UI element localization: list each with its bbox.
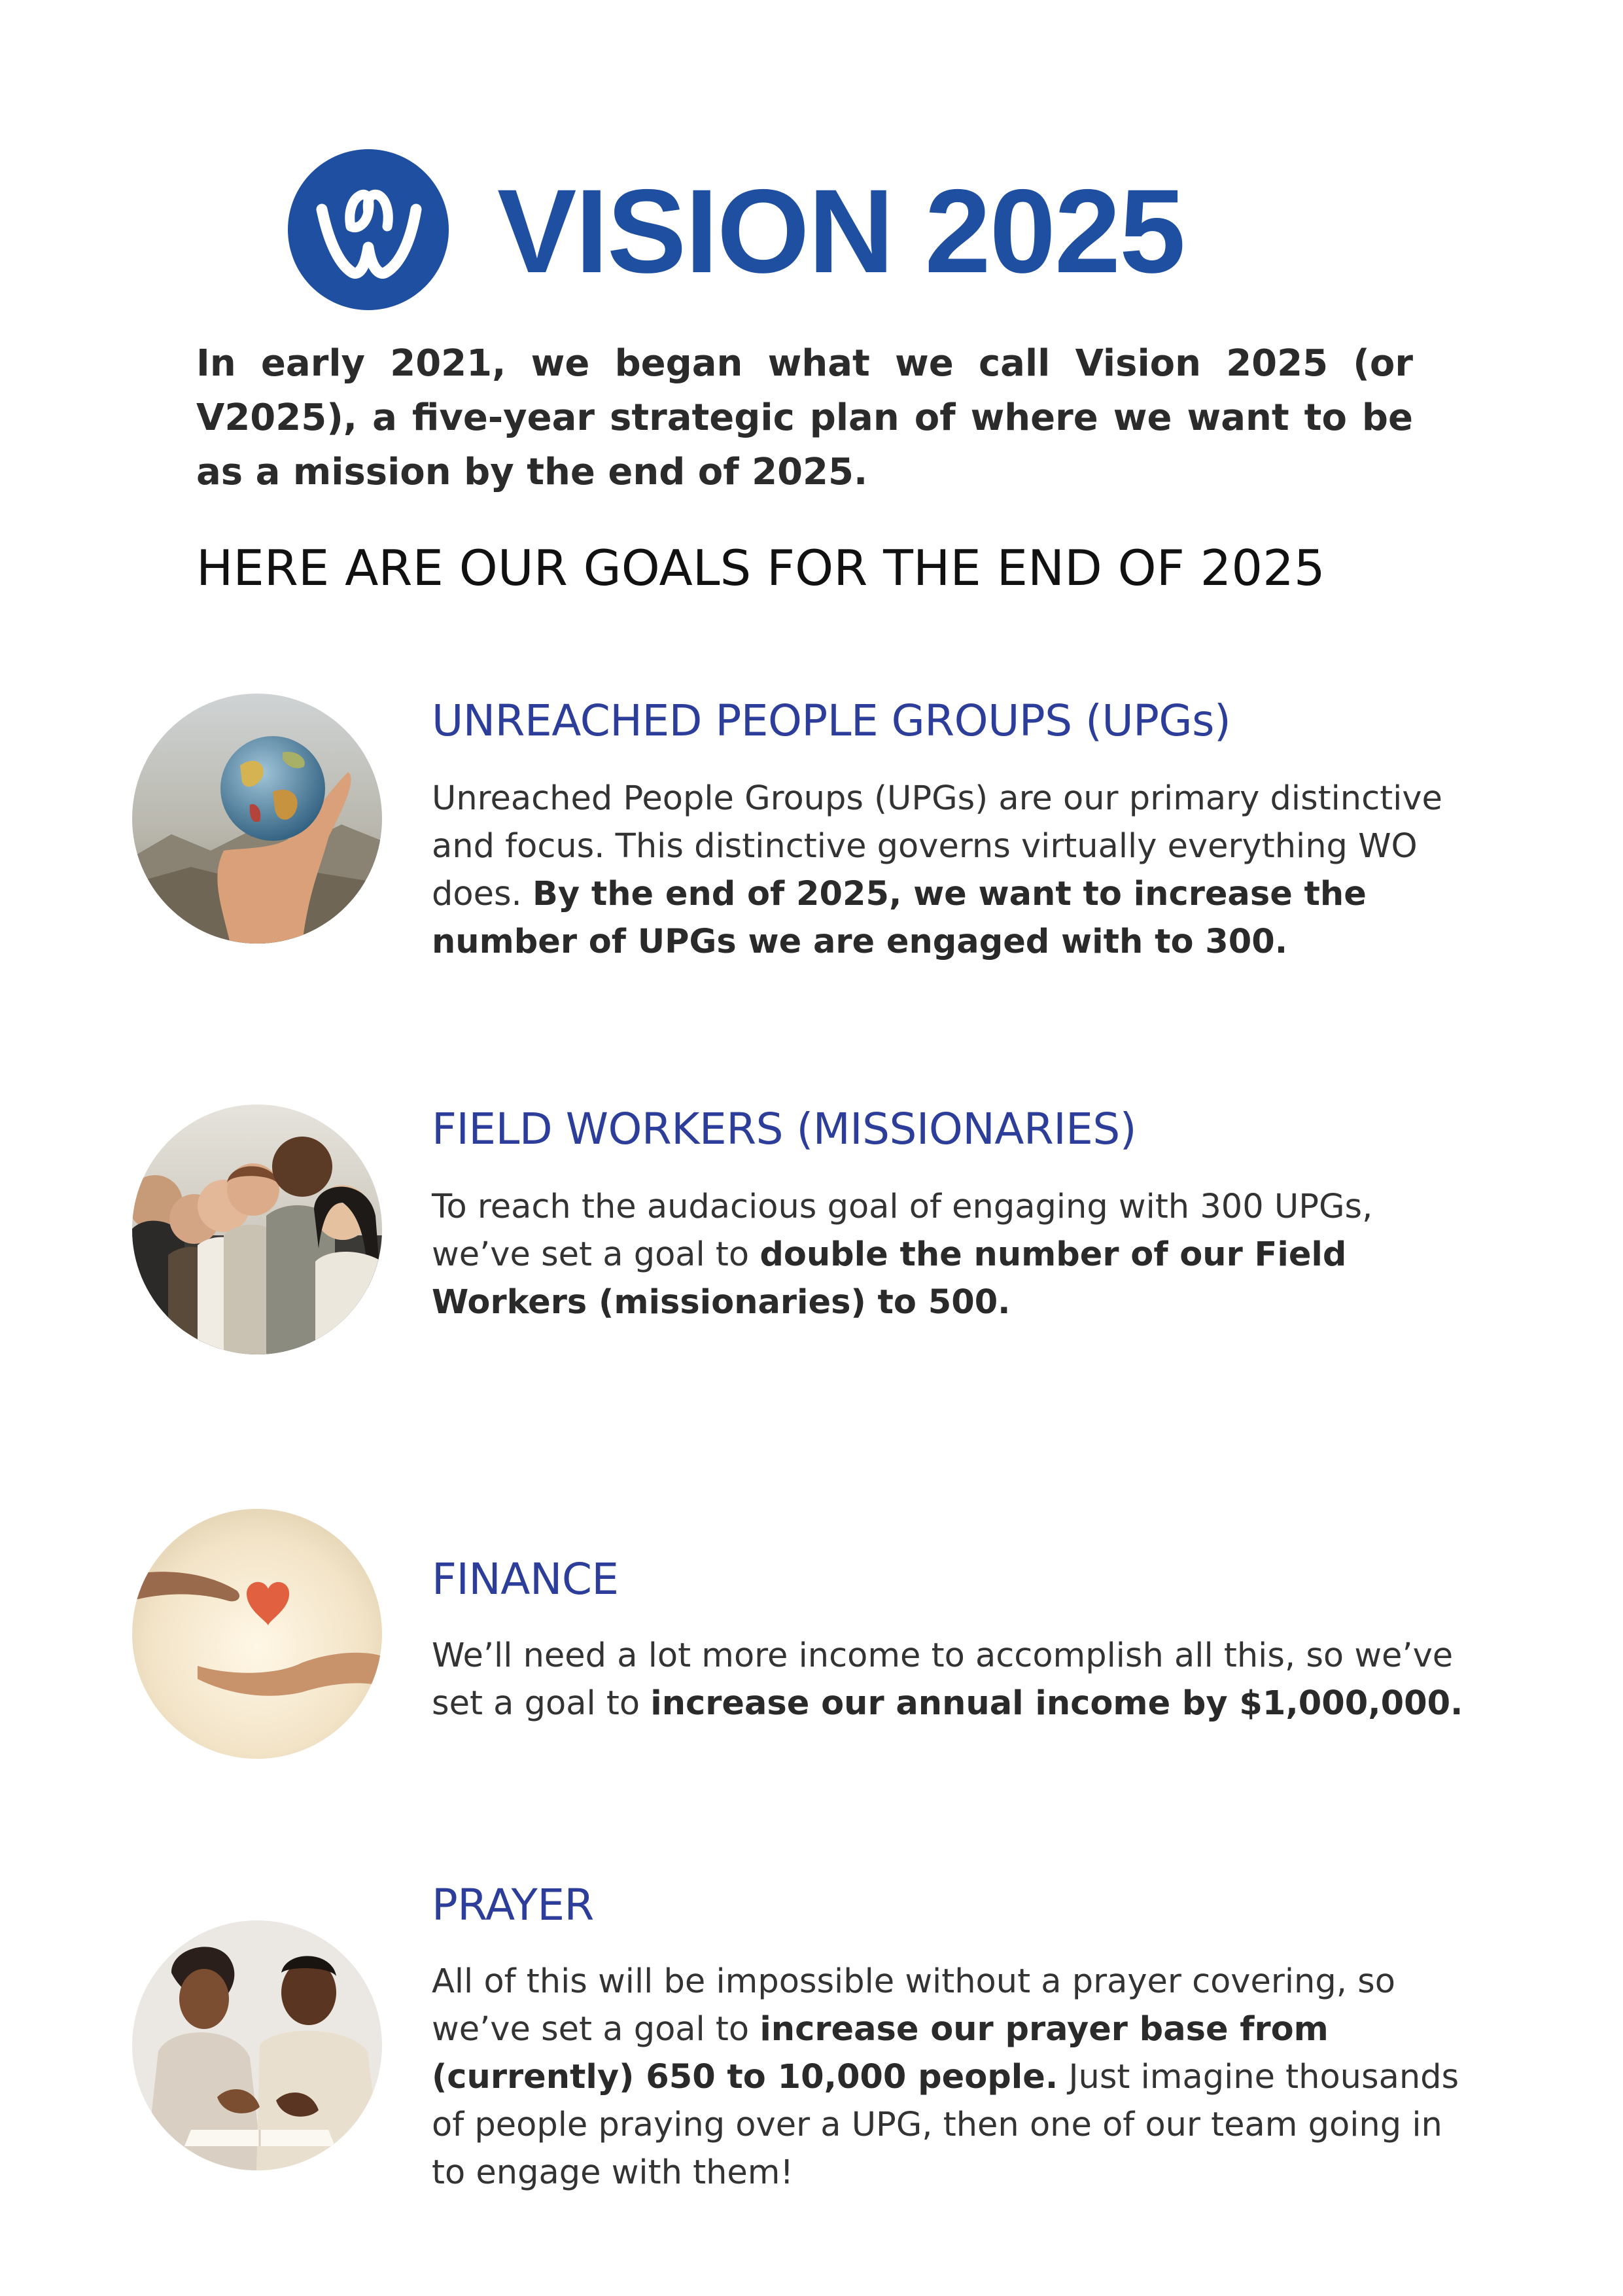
goal-body-text: All of this will be impossible without a prayer covering, so we’ve set a goal to — [432, 1962, 1395, 2049]
couple-praying-image — [132, 1920, 382, 2170]
hands-with-heart-image — [132, 1509, 382, 1759]
goal-highlight: increase our prayer base from (currently) 650 to 10,000 people. — [432, 2010, 1329, 2096]
goal-body-finance — [432, 1632, 1478, 1727]
goal-body-prayer — [432, 1958, 1478, 2197]
goal-highlight: increase our annual income by $1,000,000. — [650, 1684, 1463, 1723]
goal-highlight: By the end of 2025, we want to increase the number of UPGs we are engaged with to 300. — [432, 875, 1367, 961]
goals-heading: HERE ARE OUR GOALS FOR THE END OF 2025 — [196, 539, 1325, 597]
goal-body-upgs — [432, 775, 1478, 966]
page-title: VISION 2025 — [497, 164, 1185, 298]
goal-title-field-workers: FIELD WORKERS (MISSIONARIES) — [432, 1104, 1137, 1154]
goal-body-text: Just imagine thousands of people praying over a UPG, then one of our team going in to engage with them! — [432, 2058, 1459, 2192]
goal-body-field-workers — [432, 1183, 1478, 1326]
intro-paragraph: In early 2021, we began what we call Vision 2025 (or V2025), a five-year strategic plan of where we want to be as a mission by the end of 2025. — [196, 342, 1413, 493]
goal-body-text: Unreached People Groups (UPGs) are our primary distinctive and focus. This distinctive governs virtually everything WO does. — [432, 779, 1442, 913]
goal-title-prayer: PRAYER — [432, 1880, 594, 1930]
goal-body-text: We’ll need a lot more income to accomplish all this, so we’ve set a goal to — [432, 1636, 1454, 1723]
goal-body-text: To reach the audacious goal of engaging with 300 UPGs, we’ve set a goal to — [432, 1188, 1373, 1274]
goal-title-finance: FINANCE — [432, 1554, 619, 1604]
goal-title-upgs: UNREACHED PEOPLE GROUPS (UPGs) — [432, 696, 1231, 746]
globe-in-hand-image — [132, 694, 382, 944]
wo-logo-icon — [288, 149, 449, 310]
goal-highlight: double the number of our Field Workers (missionaries) to 500. — [432, 1235, 1347, 1322]
group-of-people-image — [132, 1104, 382, 1354]
